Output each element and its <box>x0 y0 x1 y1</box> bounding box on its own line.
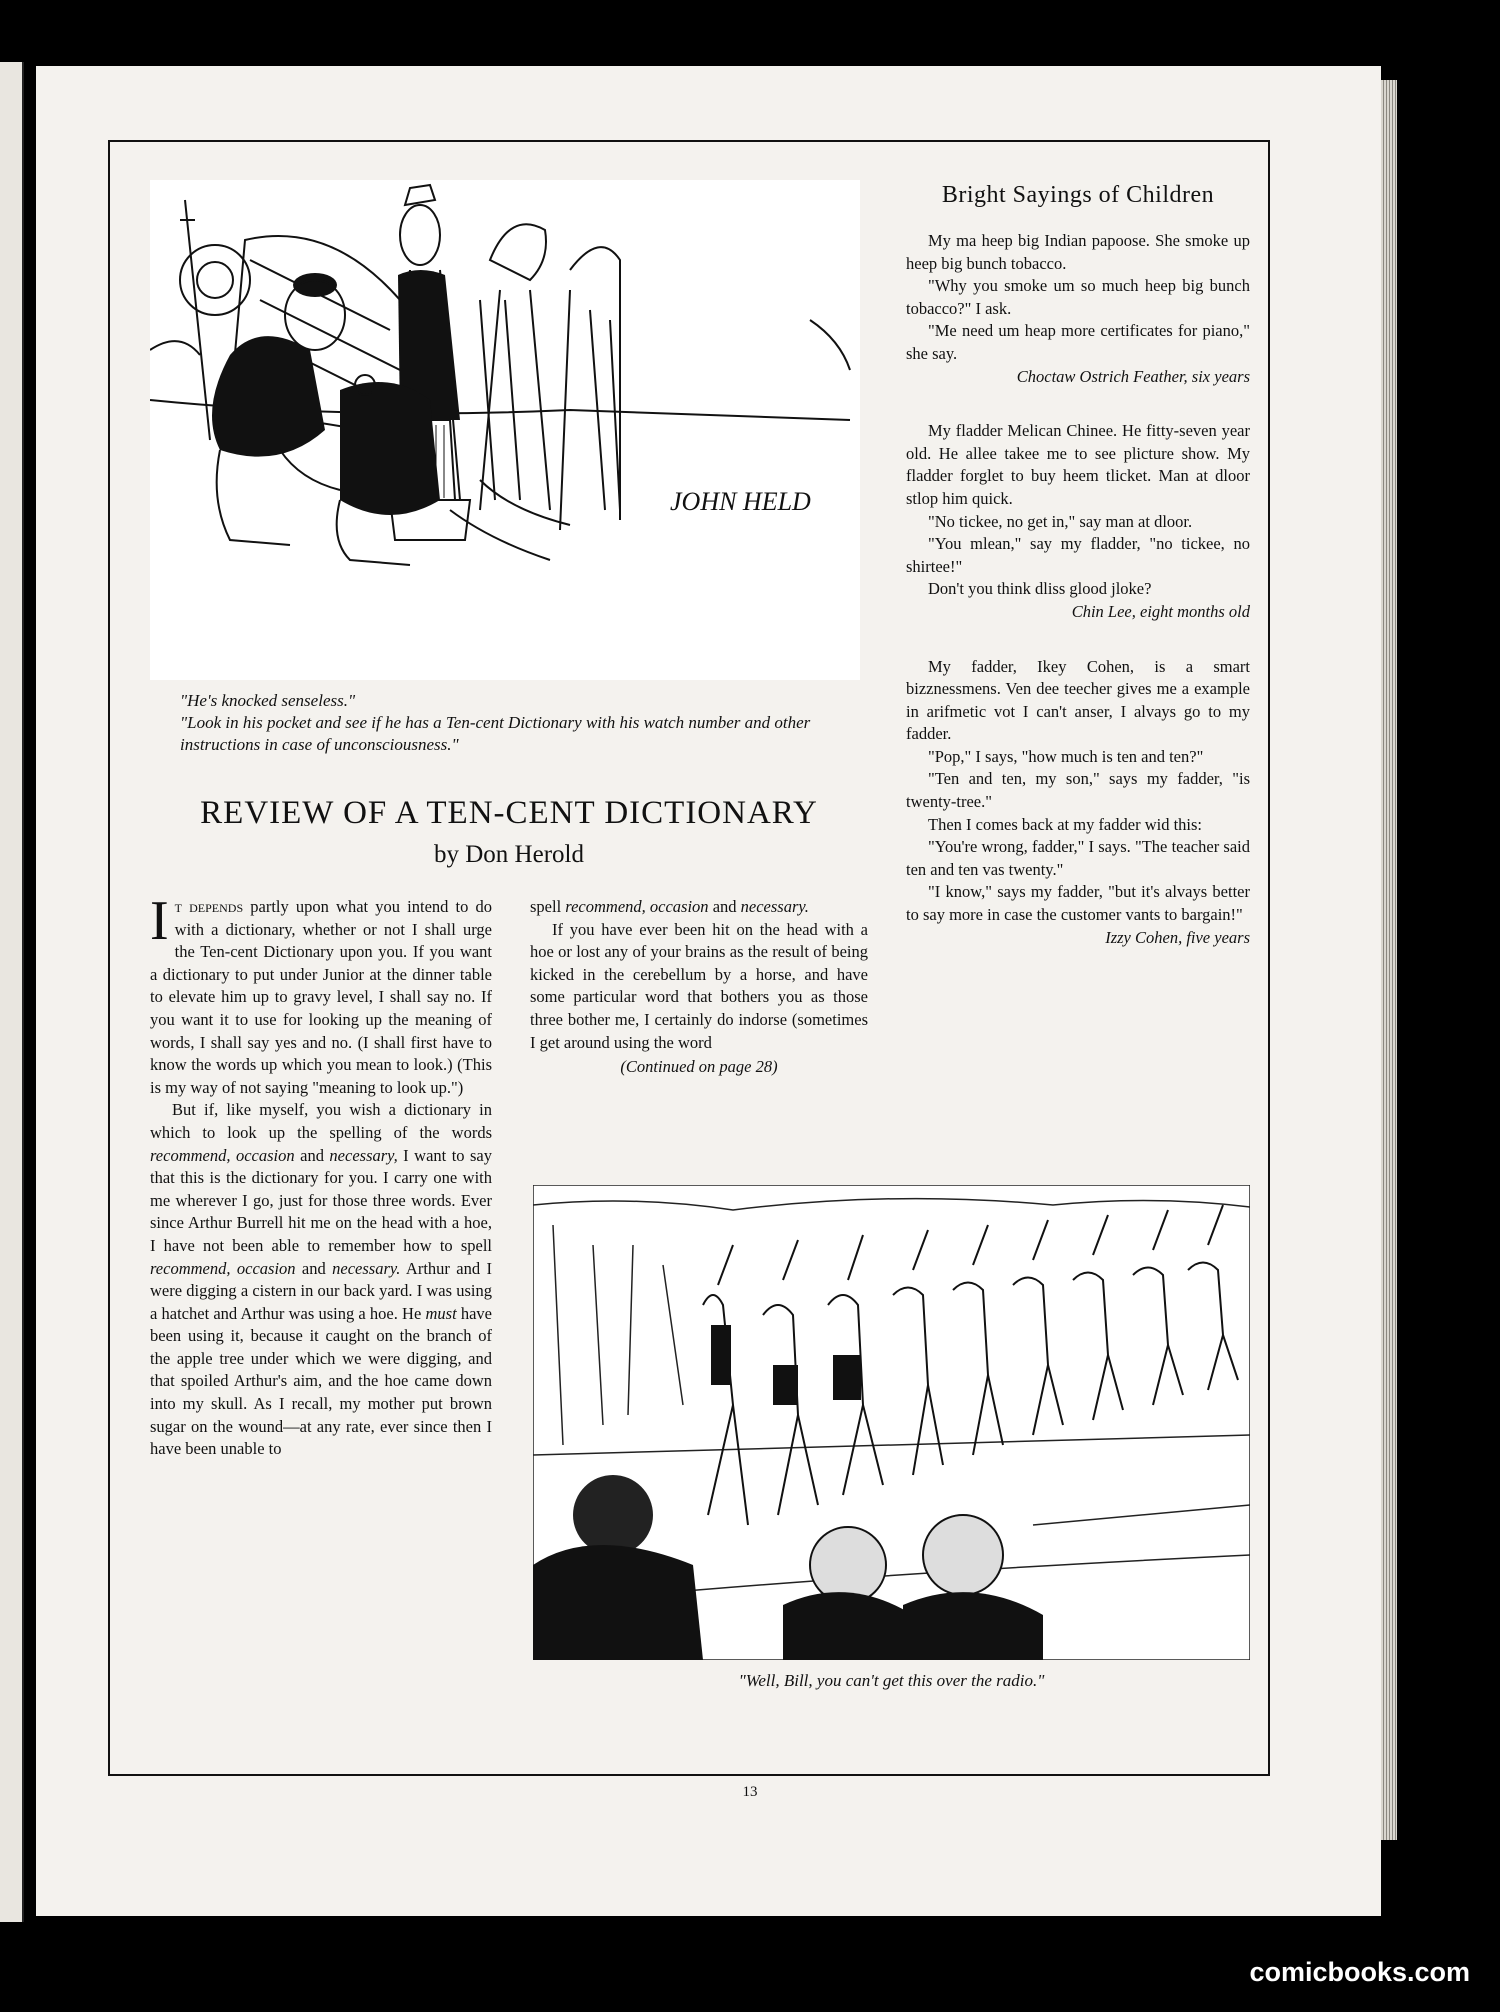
saying-2-p2: "No tickee, no get in," say man at dloor. <box>928 511 1193 531</box>
saying-2-p3: "You mlean," say my fladder, "no tickee, no shirtee!" <box>906 534 1250 576</box>
article-column-2 <box>530 896 868 1079</box>
saying-1-p1: My ma heep big Indian papoose. She smoke up heep big bunch tobacco. <box>906 231 1250 273</box>
saying-2-p1: My fladder Melican Chinee. He fitty-seven year old. He allee takee me to see plicture show. My fladder forglet to buy heem tlicket. Man at dloor stlop him quick. <box>906 421 1250 508</box>
page-stack-edges <box>1381 80 1397 1840</box>
saying-3-p1: My fadder, Ikey Cohen, is a smart bizznessmens. Ven dee teecher gives me a example in arifmetic vot I can't anser, I alvays go to my fadder. <box>906 656 1250 744</box>
saying-2-p4: Don't you think dliss glood jloke? <box>928 579 1152 599</box>
saying-3-p6: "I know," says my fadder, "but it's alvays better to say more in case the customer vants to bargain!" <box>906 882 1250 925</box>
article-title: REVIEW OF A TEN-CENT DICTIONARY <box>200 795 818 831</box>
saying-1-signature: Choctaw Ostrich Feather, six years <box>1016 366 1250 386</box>
saying-3-p2: "Pop," I says, "how much is ten and ten?" <box>928 746 1204 766</box>
facing-page-edge <box>0 62 24 1922</box>
cartoon1-signature: JOHN HELD <box>670 487 811 516</box>
cartoon-knocked-senseless <box>150 180 860 680</box>
sidebar-column <box>906 230 1250 949</box>
saying-3-p4: Then I comes back at my fadder wid this: <box>928 814 1202 834</box>
saying-2-signature: Chin Lee, eight months old <box>1071 601 1250 621</box>
site-watermark: comicbooks.com <box>1249 1957 1470 1987</box>
saying-3-signature: Izzy Cohen, five years <box>1105 927 1250 947</box>
article-column-1 <box>150 890 493 1461</box>
cartoon1-caption-line2: "Look in his pocket and see if he has a Ten-cent Dictionary with his watch number and other instructions in case of unconsciousness." <box>180 713 811 754</box>
article-paragraph-4: If you have ever been hit on the head with a hoe or lost any of your brains as the result of being kicked in the cerebellum by a horse, and have some particular word that bothers you as those three bother me, I certainly do indorse (sometimes I get around using the word <box>530 919 868 1052</box>
saying-1-p2: "Why you smoke um so much heep big bunch tobacco?" I ask. <box>906 276 1250 318</box>
article-paragraph-3: spell recommend, occasion and necessary. <box>530 897 809 916</box>
article-paragraph-2: But if, like myself, you wish a dictionary in which to look up the spelling of the words recommend, occasion and necessary, I want to say that this is the dictionary for you. I carry one with me wherever I go, just for those three words. Ever since Arthur Burrell hit me on the head with a hoe, I have not been able to remember how to spell recommend, occasion and necessary. Arthur and I were digging a cistern in our back yard. I was using a hatchet and Arthur was using a hoe. He must have been using it, because it caught on the branch of the apple tree under which we were digging, and that spoiled Arthur's aim, and the hoe came down into my skull. As I recall, my mother put brown sugar on the wound—at any rate, ever since then I have been unable to <box>150 1100 493 1459</box>
page-number: 13 <box>742 1784 758 1800</box>
article-byline: by Don Herold <box>434 841 584 868</box>
saying-1-p3: "Me need um heap more certificates for piano," she say. <box>906 321 1250 363</box>
cartoon1-caption <box>180 690 880 756</box>
cartoon2-caption: "Well, Bill, you can't get this over the radio." <box>738 1671 1045 1690</box>
continued-note: (Continued on page 28) <box>620 1057 778 1077</box>
lead-in-caps: t depends <box>174 897 244 916</box>
saying-3-p3: "Ten and ten, my son," says my fadder, "is twenty-tree." <box>906 769 1250 812</box>
cartoon1-caption-line1: "He's knocked senseless." <box>180 691 356 710</box>
cartoon-chorus-line <box>533 1185 1250 1660</box>
sidebar-title: Bright Sayings of Children <box>941 182 1215 208</box>
saying-3-p5: "You're wrong, fadder," I says. "The teacher said ten and ten vas twenty." <box>906 837 1250 879</box>
drop-cap: I <box>150 890 169 952</box>
article-paragraph-1: It depends partly upon what you intend to do with a dictionary, whether or not I shall urge the Ten-cent Dictionary upon you. If you want a dictionary to put under Junior at the dinner table to elevate him up to gravy level, I shall say no. If you want it to use for looking up the meaning of words, I shall say yes and no. (I shall first have to know the words up which you mean to look.) (This is my way of not saying "meaning to look up.") <box>150 890 492 1097</box>
